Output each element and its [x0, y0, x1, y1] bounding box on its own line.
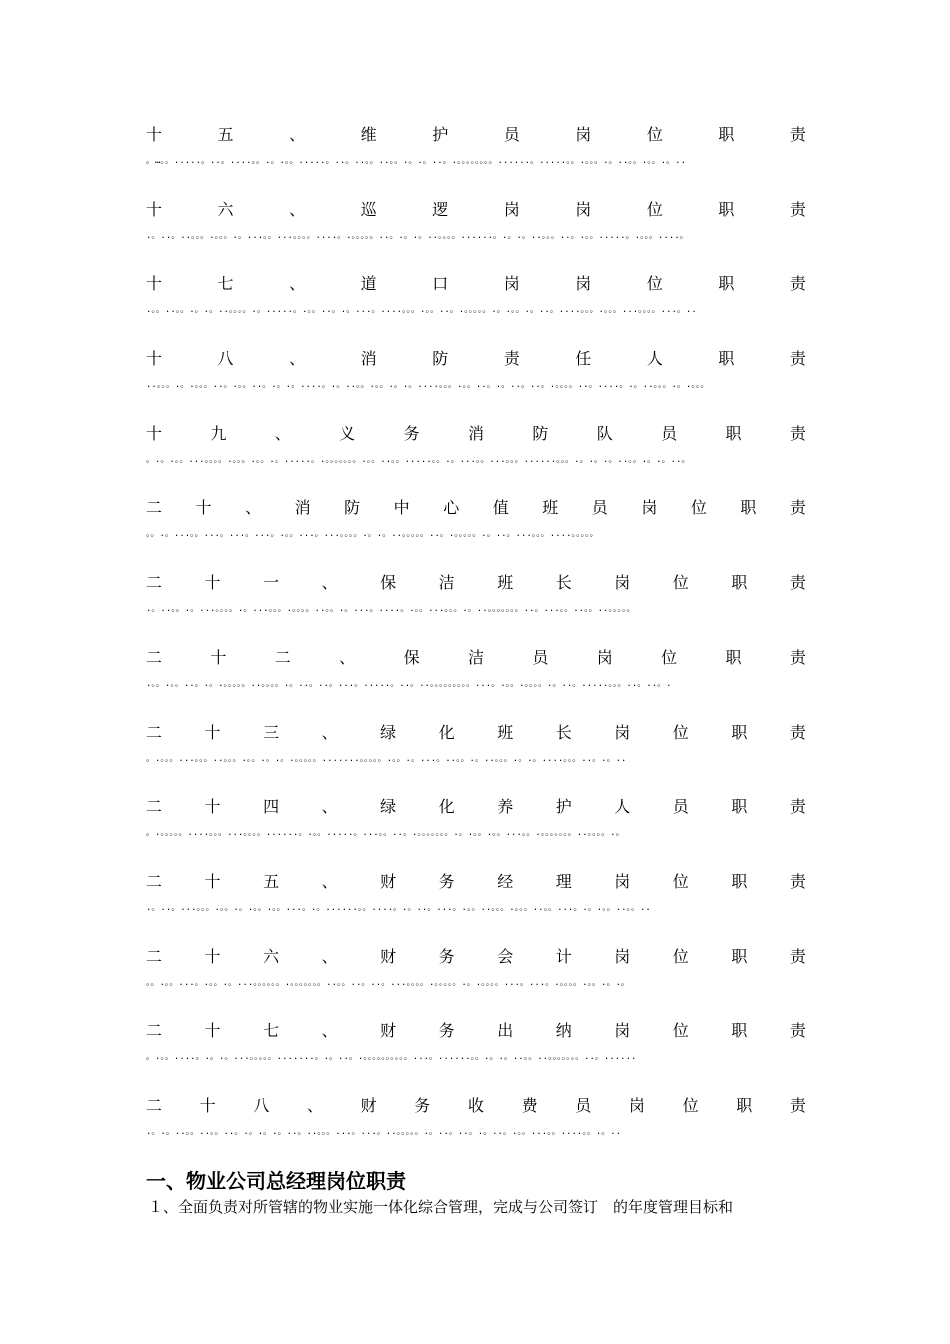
toc-title-char: 职: [725, 423, 742, 443]
toc-title-char: 三: [263, 722, 280, 742]
toc-title-char: 、: [321, 1021, 338, 1041]
toc-title-char: 责: [789, 871, 806, 891]
toc-title-char: 务: [438, 946, 455, 966]
toc-title-char: 财: [380, 946, 397, 966]
toc-title-char: 维: [360, 125, 377, 144]
toc-title-char: 职: [718, 199, 735, 219]
toc-title-char: 十: [204, 573, 221, 593]
toc-title-char: 责: [789, 274, 806, 294]
toc-title-char: 保: [380, 573, 397, 593]
toc-title-char: 职: [725, 647, 742, 667]
toc-title-char: 位: [672, 573, 689, 593]
toc-title-char: 位: [672, 871, 689, 891]
toc-entry[interactable]: [146, 118, 806, 193]
toc-leader-dots: 。…。。.....。..。....。。.。.。。.....。..。..。。..。。.。.。..。.。。。。。。。。......。.....。。.。。。.。..。。.。。.。..: [146, 156, 687, 166]
toc-title-char: 队: [596, 423, 613, 443]
toc-title-char: 纳: [555, 1021, 572, 1041]
toc-entry-title: [146, 641, 806, 675]
toc-leader-dots: 。。.。。...。.。。.。...。。。。。。.。。。。。。。..。。..。..。...。。。。.。。。。。.。.。。。。...。...。.。。。。.。。.。.。: [146, 977, 630, 988]
toc-title-char: 岗: [503, 199, 520, 219]
toc-title-char: 责: [789, 199, 806, 219]
toc-title-char: 消: [294, 498, 311, 518]
toc-entry-title: [146, 118, 806, 152]
toc-title-char: 会: [497, 946, 514, 966]
toc-title-char: 责: [789, 722, 806, 742]
toc-entry[interactable]: [146, 641, 806, 716]
toc-title-char: 财: [380, 871, 397, 891]
toc-title-char: 岗: [614, 722, 631, 742]
toc-entry-title: [146, 417, 806, 451]
toc-title-char: 十: [146, 125, 163, 144]
toc-title-char: 员: [661, 423, 678, 443]
toc-title-char: 责: [789, 125, 806, 144]
toc-title-char: 职: [718, 349, 735, 369]
toc-title-char: 长: [555, 573, 572, 593]
toc-leader-dots: .。..。...。。。.。。.。.。。.。。...。.。......。。....。.。..。...。.。。..。。。.。。。..。。...。.。.。。..。。..: [146, 902, 651, 913]
toc-title-char: 财: [380, 1021, 397, 1041]
toc-title-char: 岗: [575, 125, 592, 144]
toc-title-char: 十: [204, 946, 221, 966]
toc-leader-dots: 。.。。。...。。。..。。。.。。.。.。.。。。。。.......。。。。。.。。.。...。..。。.。..。。。.。.。....。。。..。.。..: [146, 753, 627, 764]
toc-title-char: 岗: [614, 871, 631, 891]
toc-entry-title: [146, 940, 806, 974]
toc-title-char: 二: [146, 1095, 163, 1115]
toc-title-char: 防: [344, 498, 361, 518]
toc-entry-title: [146, 716, 806, 750]
toc-title-char: 职: [731, 871, 748, 891]
toc-entry[interactable]: [146, 267, 806, 342]
toc-title-char: 人: [614, 797, 631, 817]
toc-title-char: 六: [217, 199, 234, 219]
toc-title-char: 员: [532, 647, 549, 667]
toc-leader-dots: 。.。。....。.。.。...。。。。。.......。.。..。.。。。。。。。。。。...。......。。.。.。..。。..。。。。。。。..。......: [146, 1052, 637, 1063]
toc-title-char: 位: [682, 1095, 699, 1115]
toc-title-char: 十: [146, 423, 163, 443]
toc-leader-dots: .。。.。。..。.。.。。。。。..。。。。.。..。..。...。.....。..。..。。。。。。。。。...。.。。.。。。。.。..。.....。。。..。..。.: [146, 678, 672, 689]
toc-leader-dots: .。。..。。.。.。..。。。。.。.....。.。。..。.。...。....。。。.。。..。.。。。。。.。.。。.。..。....。。。.。。。...。。。。...。..: [146, 305, 697, 316]
toc-title-char: 岗: [628, 1095, 645, 1115]
toc-entry-title: [146, 1089, 806, 1123]
toc-title-char: 、: [245, 498, 262, 518]
toc-entry[interactable]: [146, 1089, 806, 1164]
toc-title-char: 位: [690, 498, 707, 518]
toc-title-char: 责: [789, 797, 806, 817]
toc-title-char: 绿: [380, 797, 397, 817]
toc-entry-title: [146, 342, 806, 376]
toc-title-char: 班: [497, 573, 514, 593]
toc-title-char: 养: [497, 797, 514, 817]
toc-entry-title: [146, 491, 806, 525]
toc-title-char: 二: [146, 797, 163, 817]
document-page: [146, 118, 806, 1218]
toc-title-char: 职: [731, 946, 748, 966]
toc-title-char: 职: [731, 797, 748, 817]
toc-title-char: 岗: [575, 274, 592, 294]
toc-title-char: 消: [360, 349, 377, 369]
toc-title-char: 岗: [614, 946, 631, 966]
toc-title-char: 逻: [432, 199, 449, 219]
toc-title-char: 道: [360, 274, 377, 294]
toc-title-char: 十: [146, 199, 163, 219]
toc-title-char: 义: [339, 423, 356, 443]
toc-title-char: 、: [321, 871, 338, 891]
toc-title-char: 责: [789, 1095, 806, 1115]
toc-title-char: 职: [718, 125, 735, 144]
toc-title-char: 岗: [614, 1021, 631, 1041]
table-of-contents: [146, 118, 806, 1164]
toc-title-char: 二: [274, 647, 291, 667]
toc-title-char: 责: [789, 946, 806, 966]
toc-title-char: 九: [210, 423, 227, 443]
toc-entry[interactable]: [146, 716, 806, 791]
toc-title-char: 理: [555, 871, 572, 891]
toc-title-char: 二: [146, 946, 163, 966]
toc-title-char: 责: [789, 573, 806, 593]
toc-title-char: 位: [646, 199, 663, 219]
toc-title-char: 员: [591, 498, 608, 518]
toc-title-char: 十: [204, 871, 221, 891]
toc-title-char: 计: [555, 946, 572, 966]
toc-entry[interactable]: [146, 417, 806, 492]
toc-title-char: 职: [736, 1095, 753, 1115]
section-heading: 一、物业公司总经理岗位职责: [146, 1168, 406, 1193]
toc-title-char: 消: [467, 423, 484, 443]
toc-entry[interactable]: [146, 790, 806, 865]
toc-leader-dots: .。..。。.。...。。。。.。...。。。.。。。。..。。.。...。....。.。。...。。。.。..。。。。。。。..。...。。..。。..。。。。。: [146, 604, 636, 615]
toc-title-char: 护: [555, 797, 572, 817]
toc-title-char: 、: [339, 647, 356, 667]
toc-title-char: 岗: [575, 199, 592, 219]
toc-leader-dots: 。.。。。。。....。。。...。。。。......。.。。.....。...。。..。.。。。。。。。.。.。。.。。...。。.。。。。。。。..。。。。.。: [146, 828, 625, 839]
toc-title-char: 绿: [380, 722, 397, 742]
toc-title-char: 人: [646, 349, 663, 369]
toc-title-char: 责: [789, 647, 806, 667]
toc-entry-title: [146, 865, 806, 899]
toc-title-char: 十: [146, 274, 163, 294]
toc-title-char: 职: [731, 573, 748, 593]
body-paragraph: １、全面负责对所管辖的物业实施一体化综合管理，完成与公司签订 的年度管理目标和: [148, 1197, 734, 1216]
toc-title-char: 职: [740, 498, 757, 518]
toc-title-char: 、: [274, 423, 291, 443]
toc-title-char: 班: [497, 722, 514, 742]
toc-title-char: 二: [146, 1021, 163, 1041]
toc-title-char: 责: [789, 349, 806, 369]
toc-title-char: 七: [217, 274, 234, 294]
toc-title-char: 责: [503, 349, 520, 369]
toc-title-char: 二: [146, 573, 163, 593]
toc-title-char: 洁: [467, 647, 484, 667]
toc-title-char: 化: [438, 797, 455, 817]
toc-title-char: 责: [789, 1021, 806, 1041]
toc-title-char: 口: [432, 274, 449, 294]
toc-title-char: 费: [521, 1095, 538, 1115]
toc-entry[interactable]: [146, 566, 806, 641]
toc-title-char: 十: [204, 797, 221, 817]
toc-title-char: 、: [289, 199, 306, 219]
toc-title-char: 保: [403, 647, 420, 667]
toc-title-char: 化: [438, 722, 455, 742]
toc-leader-dots: 。.。.。。...。。。。.。。。.。。.。.....。.。。。。。。。.。。..。。.....。。.。...。。...。。。......。。。.。.。.。..。。.。.。..。: [146, 454, 691, 465]
toc-title-char: 职: [731, 722, 748, 742]
toc-title-char: 位: [646, 274, 663, 294]
toc-title-char: 岗: [596, 647, 613, 667]
toc-title-char: 务: [403, 423, 420, 443]
toc-title-char: 二: [146, 647, 163, 667]
toc-title-char: 七: [263, 1021, 280, 1041]
toc-title-char: 岗: [614, 573, 631, 593]
toc-title-char: 岗: [641, 498, 658, 518]
toc-title-char: 、: [289, 274, 306, 294]
toc-title-char: 二: [146, 722, 163, 742]
toc-title-char: 岗: [503, 274, 520, 294]
toc-title-char: 责: [789, 423, 806, 443]
toc-title-char: 四: [263, 797, 280, 817]
toc-title-char: 、: [321, 946, 338, 966]
toc-title-char: 中: [393, 498, 410, 518]
toc-title-char: 防: [432, 349, 449, 369]
toc-title-char: 十: [210, 647, 227, 667]
toc-title-char: 巡: [360, 199, 377, 219]
toc-title-char: 十: [204, 722, 221, 742]
toc-leader-dots: ..。。。.。.。。。..。.。。..。.。.。....。.。..。。.。。.。.。....。。。.。。..。.。..。..。.。。。。..。....。.。..。。。.。.。。。: [146, 380, 710, 391]
toc-title-char: 财: [360, 1095, 377, 1115]
toc-title-char: 员: [503, 125, 520, 144]
toc-title-char: 、: [289, 349, 306, 369]
toc-title-char: 八: [217, 349, 234, 369]
toc-title-char: 二: [146, 871, 163, 891]
toc-leader-dots: 。。.。...。。...。...。...。.。。...。...。。。。.。.。..。。。。。..。.。。。。。.。..。...。。。....。。。。。: [146, 529, 599, 540]
toc-title-char: 、: [321, 722, 338, 742]
toc-title-char: 十: [195, 498, 212, 518]
toc-title-char: 员: [575, 1095, 592, 1115]
toc-title-char: 职: [731, 1021, 748, 1041]
toc-title-char: 值: [492, 498, 509, 518]
toc-title-char: 收: [467, 1095, 484, 1115]
toc-title-char: 十: [199, 1095, 216, 1115]
toc-title-char: 位: [646, 125, 663, 144]
toc-title-char: 、: [306, 1095, 323, 1115]
toc-title-char: 十: [204, 1021, 221, 1041]
toc-entry[interactable]: [146, 1014, 806, 1089]
toc-title-char: 五: [217, 125, 234, 144]
toc-title-char: 务: [438, 871, 455, 891]
toc-title-char: 经: [497, 871, 514, 891]
toc-title-char: 八: [253, 1095, 270, 1115]
toc-title-char: 长: [555, 722, 572, 742]
toc-title-char: 心: [443, 498, 460, 518]
toc-title-char: 一: [263, 573, 280, 593]
toc-entry-title: [146, 566, 806, 600]
toc-title-char: 务: [438, 1021, 455, 1041]
toc-title-char: 位: [672, 946, 689, 966]
toc-title-char: 出: [497, 1021, 514, 1041]
toc-entry-title: [146, 790, 806, 824]
toc-entry-title: [146, 193, 806, 227]
toc-title-char: 位: [672, 722, 689, 742]
toc-title-char: 五: [263, 871, 280, 891]
toc-title-char: 、: [321, 573, 338, 593]
toc-title-char: 二: [146, 498, 163, 518]
toc-title-char: 班: [542, 498, 559, 518]
toc-title-char: 护: [432, 125, 449, 144]
toc-title-char: 任: [575, 349, 592, 369]
toc-title-char: 十: [146, 349, 163, 369]
toc-title-char: 员: [672, 797, 689, 817]
toc-title-char: 务: [414, 1095, 431, 1115]
toc-entry-title: [146, 1014, 806, 1048]
toc-title-char: 、: [321, 797, 338, 817]
toc-title-char: 职: [718, 274, 735, 294]
toc-entry[interactable]: [146, 193, 806, 268]
toc-entry[interactable]: [146, 342, 806, 417]
toc-title-char: 位: [672, 1021, 689, 1041]
toc-entry-title: [146, 267, 806, 301]
toc-title-char: 洁: [438, 573, 455, 593]
toc-entry[interactable]: [146, 940, 806, 1015]
toc-entry[interactable]: [146, 865, 806, 940]
toc-title-char: 、: [289, 125, 306, 144]
toc-title-char: 防: [532, 423, 549, 443]
toc-leader-dots: .。.。..。。..。。..。.。.。.。..。..。。。...。...。..。。。。。.。..。..。.。..。.。。...。。....。。.。..: [146, 1126, 622, 1137]
toc-entry[interactable]: [146, 491, 806, 566]
toc-leader-dots: .。..。..。。。.。。。.。...。。...。。。。....。.。。。。。..。.。.。..。。。。......。.。.。..。。。..。.。。.....。.。。。....。: [146, 230, 689, 241]
toc-title-char: 责: [789, 498, 806, 518]
toc-title-char: 位: [661, 647, 678, 667]
toc-title-char: 六: [263, 946, 280, 966]
